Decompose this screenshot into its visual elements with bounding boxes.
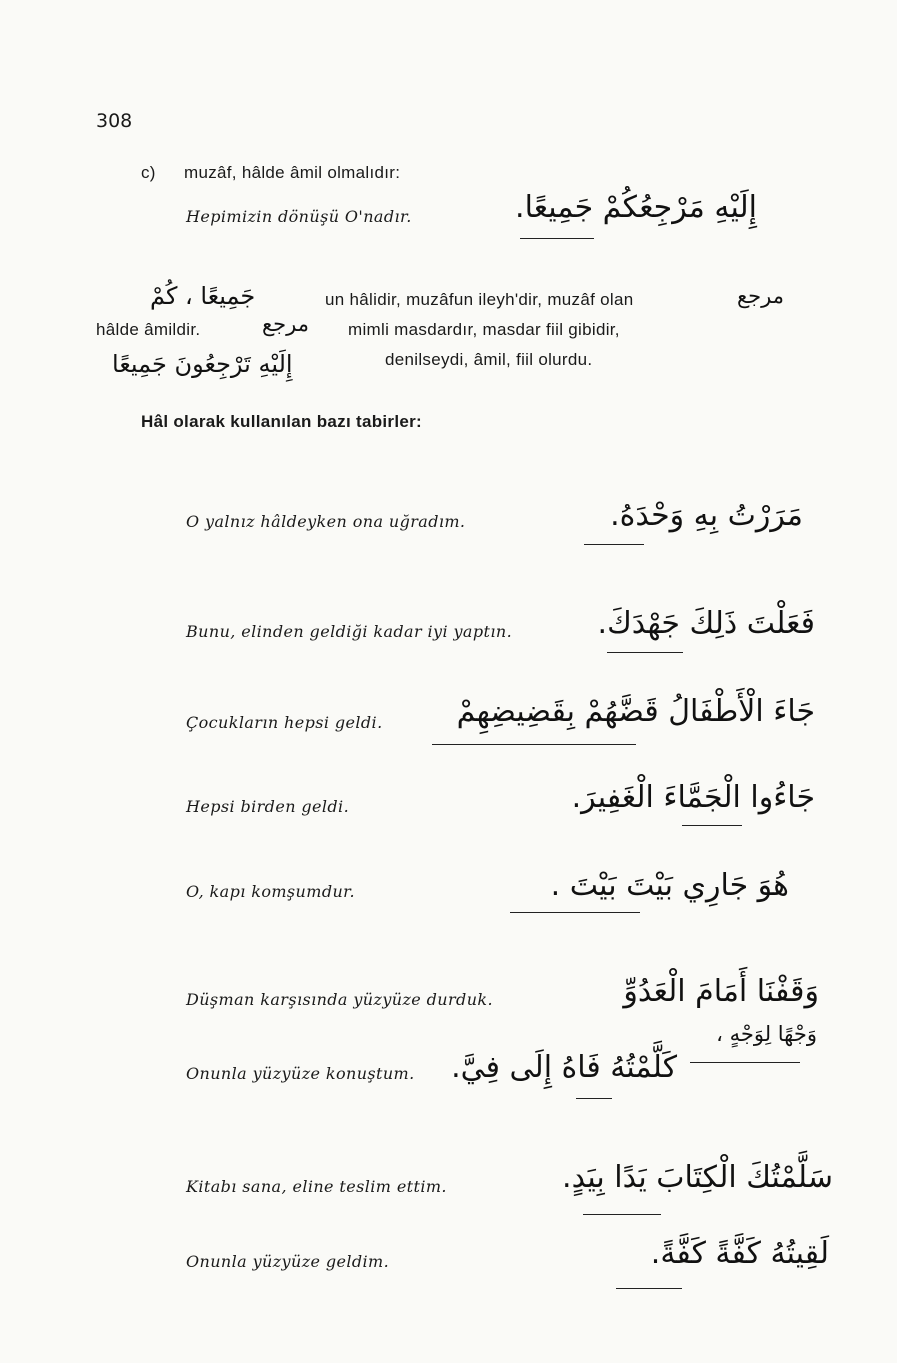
example-8-translation: Kitabı sana, eline teslim ettim. <box>186 1177 447 1196</box>
example-7-arabic: كَلَّمْتُهُ فَاهُ إِلَى فِيَّ. <box>451 1050 677 1085</box>
underline <box>682 825 742 826</box>
example-9-translation: Onunla yüzyüze geldim. <box>186 1252 390 1271</box>
example-6-arabic-continued: وَجْهًا لِوَجْهٍ ، <box>716 1022 817 1046</box>
underline <box>607 652 683 653</box>
explanation-arabic-1: جَمِيعًا ، كُمْ <box>150 282 256 310</box>
explanation-line-3: denilseydi, âmil, fiil olurdu. <box>385 350 593 369</box>
underline <box>576 1098 612 1099</box>
example-4-translation: Hepsi birden geldi. <box>186 797 350 816</box>
example-arabic: إِلَيْهِ مَرْجِعُكُمْ جَمِيعًا. <box>515 190 757 225</box>
underline <box>690 1062 800 1063</box>
example-translation: Hepimizin dönüşü O'nadır. <box>186 207 412 226</box>
explanation-line-1: un hâlidir, muzâfun ileyh'dir, muzâf olan <box>325 290 634 309</box>
section-label: c) <box>141 163 156 182</box>
example-5-arabic: هُوَ جَارِي بَيْتَ بَيْتَ . <box>550 868 789 903</box>
example-6-arabic: وَقَفْنَا أَمَامَ الْعَدُوِّ <box>623 974 819 1009</box>
underline <box>584 544 644 545</box>
example-8-arabic: سَلَّمْتُكَ الْكِتَابَ يَدًا بِيَدٍ. <box>562 1160 833 1195</box>
section-heading: Hâl olarak kullanılan bazı tabirler: <box>141 412 422 431</box>
explanation-arabic-2: مرجع <box>262 312 309 336</box>
example-2-arabic: فَعَلْتَ ذَلِكَ جَهْدَكَ. <box>597 606 815 641</box>
section-text: muzâf, hâlde âmil olmalıdır: <box>184 163 401 182</box>
example-3-arabic: جَاءَ الْأَطْفَالُ قَضَّهُمْ بِقَضِيضِهِمْ <box>456 694 815 729</box>
example-6-translation: Düşman karşısında yüzyüze durduk. <box>186 990 493 1009</box>
example-5-translation: O, kapı komşumdur. <box>186 882 355 901</box>
explanation-arabic-line1-end: مرجع <box>737 284 784 308</box>
example-1-translation: O yalnız hâldeyken ona uğradım. <box>186 512 466 531</box>
example-1-arabic: مَرَرْتُ بِهِ وَحْدَهُ. <box>610 498 803 533</box>
example-7-translation: Onunla yüzyüze konuştum. <box>186 1064 415 1083</box>
example-9-arabic: لَقِيتُهُ كَفَّةً كَفَّةً. <box>650 1236 829 1271</box>
explanation-line-2: mimli masdardır, masdar fiil gibidir, <box>348 320 620 339</box>
underline <box>616 1288 682 1289</box>
explanation-arabic-3: إِلَيْهِ تَرْجِعُونَ جَمِيعًا <box>112 350 293 378</box>
example-2-translation: Bunu, elinden geldiği kadar iyi yaptın. <box>186 622 513 641</box>
underline <box>432 744 636 745</box>
underline <box>583 1214 661 1215</box>
example-3-translation: Çocukların hepsi geldi. <box>186 713 383 732</box>
underline <box>510 912 640 913</box>
page-number: 308 <box>96 110 133 132</box>
underline <box>520 238 594 239</box>
explanation-line-2-start: hâlde âmildir. <box>96 320 201 339</box>
example-4-arabic: جَاءُوا الْجَمَّاءَ الْغَفِيرَ. <box>571 780 815 815</box>
